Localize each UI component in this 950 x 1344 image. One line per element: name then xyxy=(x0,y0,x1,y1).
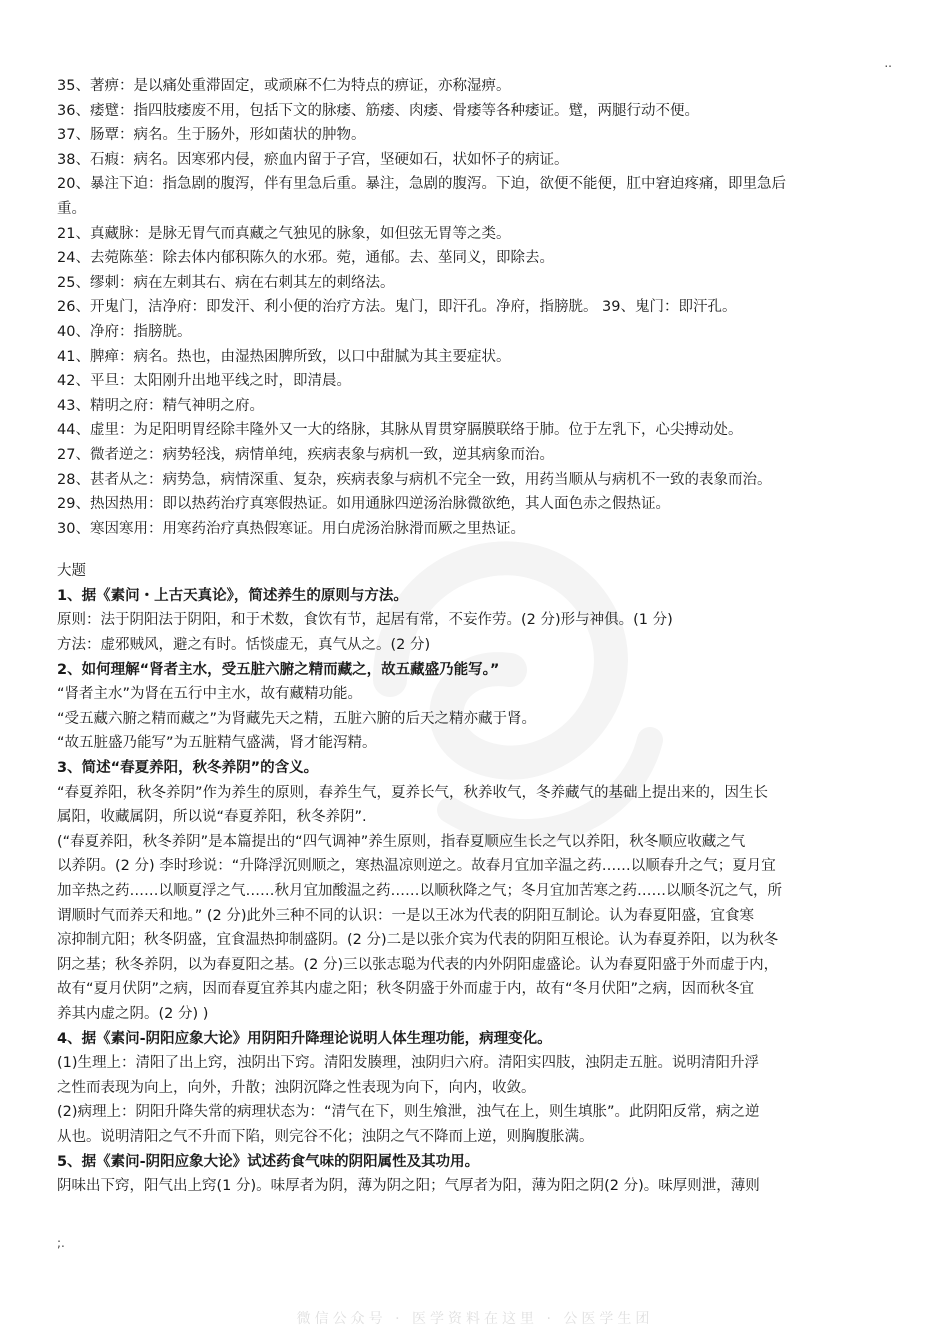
text-line: 21、真藏脉：是脉无胃气而真藏之气独见的脉象，如但弦无胃等之类。 xyxy=(57,225,511,242)
text-line: “春夏养阳，秋冬养阴”作为养生的原则，春养生气，夏养长气，秋养收气，冬养藏气的基础上提出来的，因生长 xyxy=(57,784,769,801)
text-line: (“春夏养阳，秋冬养阴”是本篇提出的“四气调神”养生原则，指春夏顺应生长之气以养阳，秋冬顺应收藏之气 xyxy=(57,833,746,850)
text-line: 阴之基；秋冬养阴，以为春夏阳之基。(2 分)三以张志聪为代表的内外阴阳虚盛论。认为春夏阳盛于外而虚于内， xyxy=(57,956,779,973)
question-heading: 1、据《素问・上古天真论》，简述养生的原则与方法。 xyxy=(57,587,408,604)
text-line: 加辛热之药……以顺夏浮之气……秋月宜加酸温之药……以顺秋降之气；冬月宜加苦寒之药……以顺冬沉之气，所 xyxy=(57,883,782,899)
text-line: 41、脾瘅：病名。热也，由湿热困脾所致，以口中甜腻为其主要症状。 xyxy=(57,348,511,365)
text-line: 42、平旦：太阳刚升出地平线之时，即清晨。 xyxy=(57,373,351,390)
text-line: 方法：虚邪贼风，避之有时。恬惔虚无，真气从之。(2 分) xyxy=(57,637,431,654)
text-line: “肾者主水”为肾在五行中主水，故有藏精功能。 xyxy=(57,686,363,703)
question-heading: 5、据《素问-阴阳应象大论》试述药食气味的阴阳属性及其功用。 xyxy=(57,1153,480,1170)
text-line: 原则：法于阴阳法于阴阳，和于术数，食饮有节，起居有常，不妄作劳。(2 分)形与神俱。(1 分) xyxy=(57,612,673,629)
question-heading: 4、据《素问-阴阳应象大论》用阴阳升降理论说明人体生理功能，病理变化。 xyxy=(57,1030,552,1047)
text-line: 28、甚者从之：病势急，病情深重、复杂，疾病表象与病机不完全一致，用药当顺从与病机不一致的表象而治。 xyxy=(57,471,772,488)
corner-mark: .. xyxy=(884,56,892,70)
text-line: 43、精明之府：精气神明之府。 xyxy=(57,397,264,414)
text-line: 大题 xyxy=(57,563,86,580)
text-line: 25、缪刺：病在左刺其右、病在右刺其左的刺络法。 xyxy=(57,274,395,291)
text-line: 谓顺时气而养天和地。” (2 分)此外三种不同的认识：一是以王冰为代表的阴阳互制论。认为春夏阳盛，宜食寒 xyxy=(57,907,755,924)
text-line: 37、肠覃：病名。生于肠外，形如菌状的肿物。 xyxy=(57,127,366,144)
text-line: 38、石瘕：病名。因寒邪内侵，瘀血内留于子宫，坚硬如石，状如怀子的病证。 xyxy=(57,151,569,168)
question-heading: 2、如何理解“肾者主水，受五脏六腑之精而藏之，故五藏盛乃能写。” xyxy=(57,661,500,678)
text-line: 30、寒因寒用：用寒药治疗真热假寒证。用白虎汤治脉滑而厥之里热证。 xyxy=(57,520,525,537)
text-line: 36、痿躄：指四肢痿废不用，包括下文的脉痿、筋痿、肉痿、骨痿等各种痿证。躄，两腿行动不便。 xyxy=(57,102,699,119)
text-line: 20、暴注下迫：指急剧的腹泻，伴有里急后重。暴注，急剧的腹泻。下迫，欲便不能便，肛中窘迫疼痛，即里急后 xyxy=(57,176,786,193)
document-body xyxy=(57,74,902,1199)
footer-watermark-text: 微信公众号 · 医学资料在这里 · 公医学生团 xyxy=(296,1311,654,1327)
text-line: 44、虚里：为足阳明胃经除丰隆外又一大的络脉，其脉从胃贯穿膈膜联络于肺。位于左乳下，心尖搏动处。 xyxy=(57,422,743,439)
text-line: 40、净府：指膀胱。 xyxy=(57,323,192,340)
text-line: 养其内虚之阴。(2 分) ) xyxy=(57,1005,209,1022)
text-line: 属阳，收藏属阴，所以说“春夏养阳，秋冬养阴”. xyxy=(57,809,367,826)
text-line: 以养阴。(2 分) 李时珍说：“升降浮沉则顺之，寒热温凉则逆之。故春月宜加辛温之药……以顺春升之气；夏月宜 xyxy=(57,858,776,875)
text-line: 之性而表现为向上，向外，升散；浊阴沉降之性表现为向下，向内，收敛。 xyxy=(57,1079,536,1096)
text-line: 故有“夏月伏阴”之病，因而春夏宜养其内虚之阳；秋冬阴盛于外而虚于内，故有“冬月伏阳”之病，因而秋冬宜 xyxy=(57,981,755,998)
text-line: 阴味出下窍，阳气出上窍(1 分)。味厚者为阴，薄为阴之阳；气厚者为阳，薄为阳之阴(2 分)。味厚则泄，薄则 xyxy=(57,1178,760,1195)
text-line: 29、热因热用：即以热药治疗真寒假热证。如用通脉四逆汤治脉微欲绝，其人面色赤之假热证。 xyxy=(57,496,670,513)
text-line: 24、去菀陈莝：除去体内郁积陈久的水邪。菀，通郁。去、莝同义，即除去。 xyxy=(57,250,554,267)
text-line: (1)生理上：清阳了出上窍，浊阴出下窍。清阳发腠理，浊阴归六府。清阳实四肢，浊阴走五脏。说明清阳升浮 xyxy=(57,1055,760,1072)
text-line: 35、著痹：是以痛处重滞固定，或顽麻不仁为特点的痹证，亦称湿痹。 xyxy=(57,78,511,94)
text-line: 26、开鬼门，洁净府：即发汗、利小便的治疗方法。鬼门，即汗孔。净府，指膀胱。 39、鬼门：即汗孔。 xyxy=(57,299,737,316)
text-line: 凉抑制亢阳；秋冬阴盛，宜食温热抑制盛阴。(2 分)二是以张介宾为代表的阴阳互根论。认为春夏养阳，以为秋冬 xyxy=(57,932,779,949)
question-heading: 3、简述“春夏养阳，秋冬养阴”的含义。 xyxy=(57,760,319,777)
text-line: 重。 xyxy=(57,200,86,217)
text-line: “受五藏六腑之精而藏之”为肾藏先天之精，五脏六腑的后天之精亦藏于肾。 xyxy=(57,710,537,727)
text-line: 27、微者逆之：病势轻浅，病情单纯，疾病表象与病机一致，逆其病象而治。 xyxy=(57,446,554,463)
text-line: (2)病理上：阴阳升降失常的病理状态为：“清气在下，则生飧泄，浊气在上，则生填胀”。此阴阳反常，病之逆 xyxy=(57,1104,760,1121)
text-line: 从也。说明清阳之气不升而下陷，则完谷不化；浊阴之气不降而上逆，则胸腹胀满。 xyxy=(57,1128,594,1145)
text-line: “故五脏盛乃能写”为五脏精气盛满，肾才能泻精。 xyxy=(57,735,377,752)
bottom-mark: ;. xyxy=(57,1236,65,1250)
